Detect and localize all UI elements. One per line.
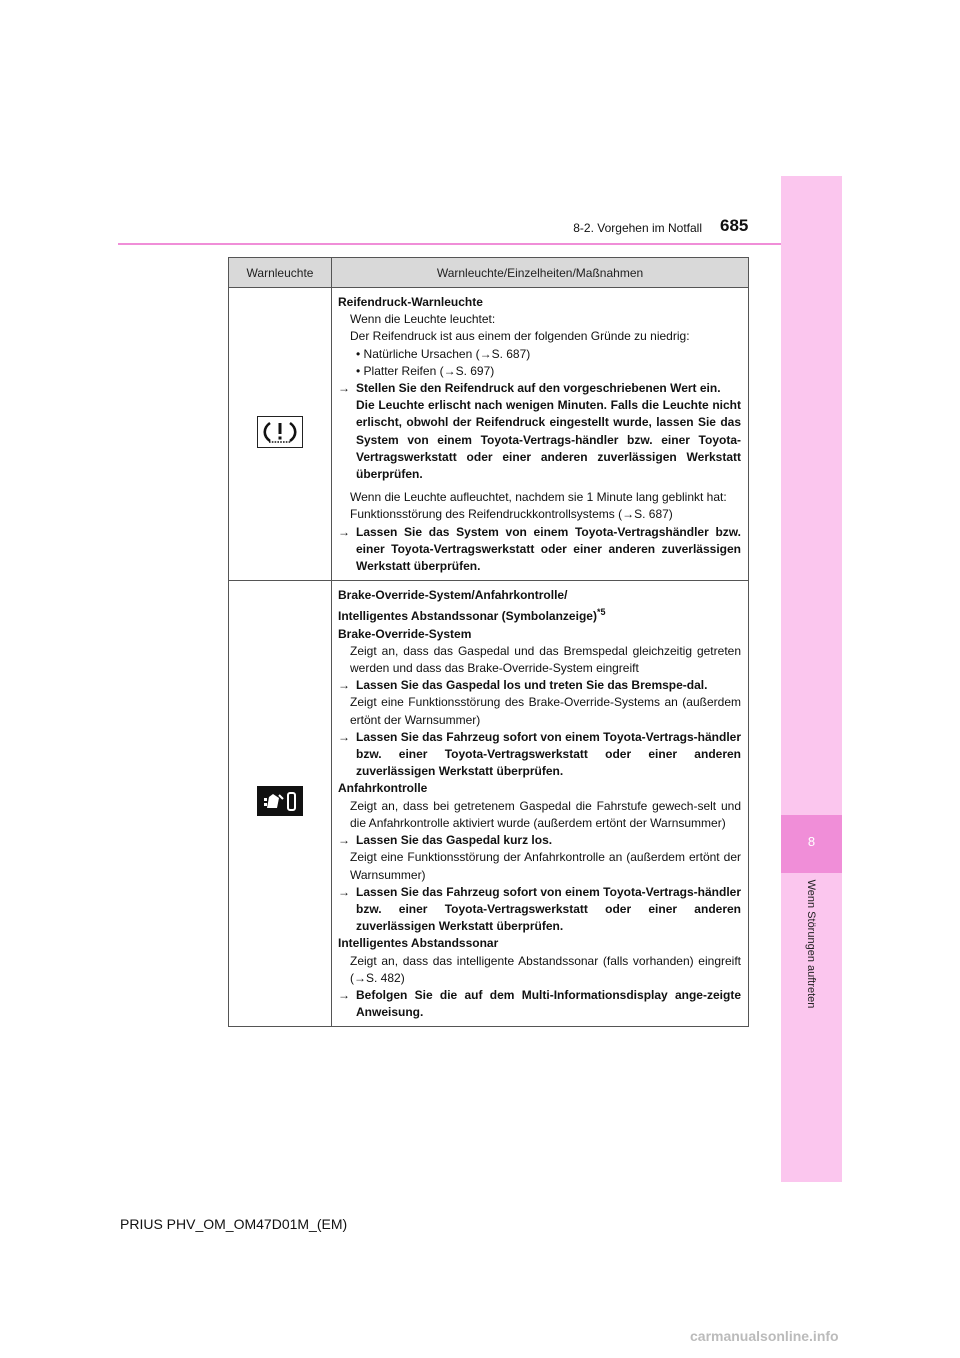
action-text: Stellen Sie den Reifendruck auf den vorgeschriebenen Wert ein.	[356, 381, 721, 396]
chapter-title: Wenn Störungen auftreten	[805, 879, 817, 1009]
arrow-icon: →	[338, 678, 350, 693]
subheading: Intelligentes Abstandssonar	[338, 936, 499, 951]
arrow-icon: →	[338, 833, 350, 848]
action-item	[338, 677, 741, 694]
arrow-icon: →	[338, 729, 350, 744]
text-line: Zeigt eine Funktionsstörung der Anfahrkontrolle an (außerdem ertönt der Warnsummer)	[350, 850, 741, 882]
section-title: 8-2. Vorgehen im Notfall	[573, 221, 702, 235]
action-item	[338, 987, 741, 1021]
action-text: Lassen Sie das System von einem Toyota-Vertragshändler bzw. einer Toyota-Vertragswerkstatt oder einer anderen zuverlässigen Werkstatt überprüfen.	[356, 524, 741, 574]
footnote-marker: *5	[596, 607, 606, 618]
heading: Reifendruck-Warnleuchte	[338, 295, 483, 309]
action-item	[338, 380, 741, 397]
heading: Intelligentes Abstandssonar (Symbolanzeige)$^{*5}$	[338, 607, 606, 624]
text-line: Wenn die Leuchte leuchtet:	[350, 312, 496, 327]
page-number: 685	[720, 216, 749, 235]
text-line: Zeigt an, dass das intelligente Abstandssonar (falls vorhanden) eingreift (→S. 482)	[350, 953, 741, 985]
table-row	[229, 581, 749, 1027]
action-text: Lassen Sie das Fahrzeug sofort von einem Toyota-Vertrags-händler bzw. einer Toyota-Vertragswerkstatt oder einer anderen zuverlässigen Werkstatt überprüfen.	[356, 884, 741, 934]
column-header: Warnleuchte	[229, 258, 332, 288]
arrow-icon: →	[338, 381, 350, 396]
subheading: Anfahrkontrolle	[338, 781, 428, 796]
action-text: Lassen Sie das Gaspedal kurz los.	[356, 833, 553, 848]
bullet-item: • Platter Reifen (→S. 697)	[356, 363, 495, 378]
description-cell	[332, 581, 749, 1027]
arrow-icon: →	[338, 987, 350, 1002]
heading: Brake-Override-System/Anfahrkontrolle/	[338, 588, 568, 603]
column-header: Warnleuchte/Einzelheiten/Maßnahmen	[332, 258, 749, 288]
action-text: Lassen Sie das Fahrzeug sofort von einem Toyota-Vertrags-händler bzw. einer Toyota-Vertragswerkstatt oder einer anderen zuverlässigen Werkstatt überprüfen.	[356, 729, 741, 779]
bullet-item: • Natürliche Ursachen (→S. 687)	[356, 346, 531, 361]
icon-cell	[229, 288, 332, 581]
chapter-tab	[781, 815, 842, 873]
chapter-number: 8	[807, 834, 816, 849]
table-row	[229, 288, 749, 581]
action-item	[338, 832, 741, 849]
tire-pressure-warning-icon	[257, 416, 303, 448]
document-code: PRIUS PHV_OM_OM47D01M_(EM)	[120, 1216, 348, 1232]
subheading: Brake-Override-System	[338, 626, 472, 641]
action-text: Befolgen Sie die auf dem Multi-Informationsdisplay ange-zeigte Anweisung.	[356, 987, 741, 1020]
action-note: Die Leuchte erlischt nach wenigen Minuten. Falls die Leuchte nicht erlischt, obwohl der Reifendruck eingestellt wurde, lassen Sie das System von einem Toyota-Vertrags-händler bzw. einer Toyota-Vertragswerkstatt oder einer anderen zuverlässigen Werkstatt überprüfen.	[356, 398, 741, 482]
text-line: Zeigt an, dass bei getretenem Gaspedal die Fahrstufe gewech-selt und die Anfahrkontrolle aktiviert wurde (außerdem ertönt der Warnsummer)	[350, 798, 741, 830]
arrow-icon: →	[338, 884, 350, 899]
text-line: Zeigt an, dass das Gaspedal und das Bremspedal gleichzeitig getreten werden und dass das Brake-Override-System eingreift	[350, 643, 741, 676]
brake-override-drive-start-control-icon	[257, 786, 303, 816]
icon-cell	[229, 581, 332, 1027]
text-line: Der Reifendruck ist aus einem der folgenden Gründe zu niedrig:	[350, 329, 690, 344]
warning-light-table	[228, 257, 749, 1027]
action-item	[338, 884, 741, 936]
arrow-icon: →	[338, 524, 350, 539]
watermark: carmanualsonline.info	[690, 1328, 839, 1344]
description-cell	[332, 288, 749, 581]
text-line: Wenn die Leuchte aufleuchtet, nachdem sie 1 Minute lang geblinkt hat:	[350, 490, 727, 505]
action-text: Lassen Sie das Gaspedal los und treten Sie das Bremspe-dal.	[356, 678, 708, 693]
action-item	[338, 729, 741, 781]
header-divider	[118, 243, 781, 245]
text-line: Zeigt eine Funktionsstörung des Brake-Override-Systems an (außerdem ertönt der Warnsummer)	[350, 695, 741, 727]
table-header-row	[229, 258, 749, 288]
text-line: Funktionsstörung des Reifendruckkontrollsystems (→S. 687)	[350, 507, 673, 522]
chapter-sidebar	[781, 176, 842, 1182]
action-item	[338, 524, 741, 576]
